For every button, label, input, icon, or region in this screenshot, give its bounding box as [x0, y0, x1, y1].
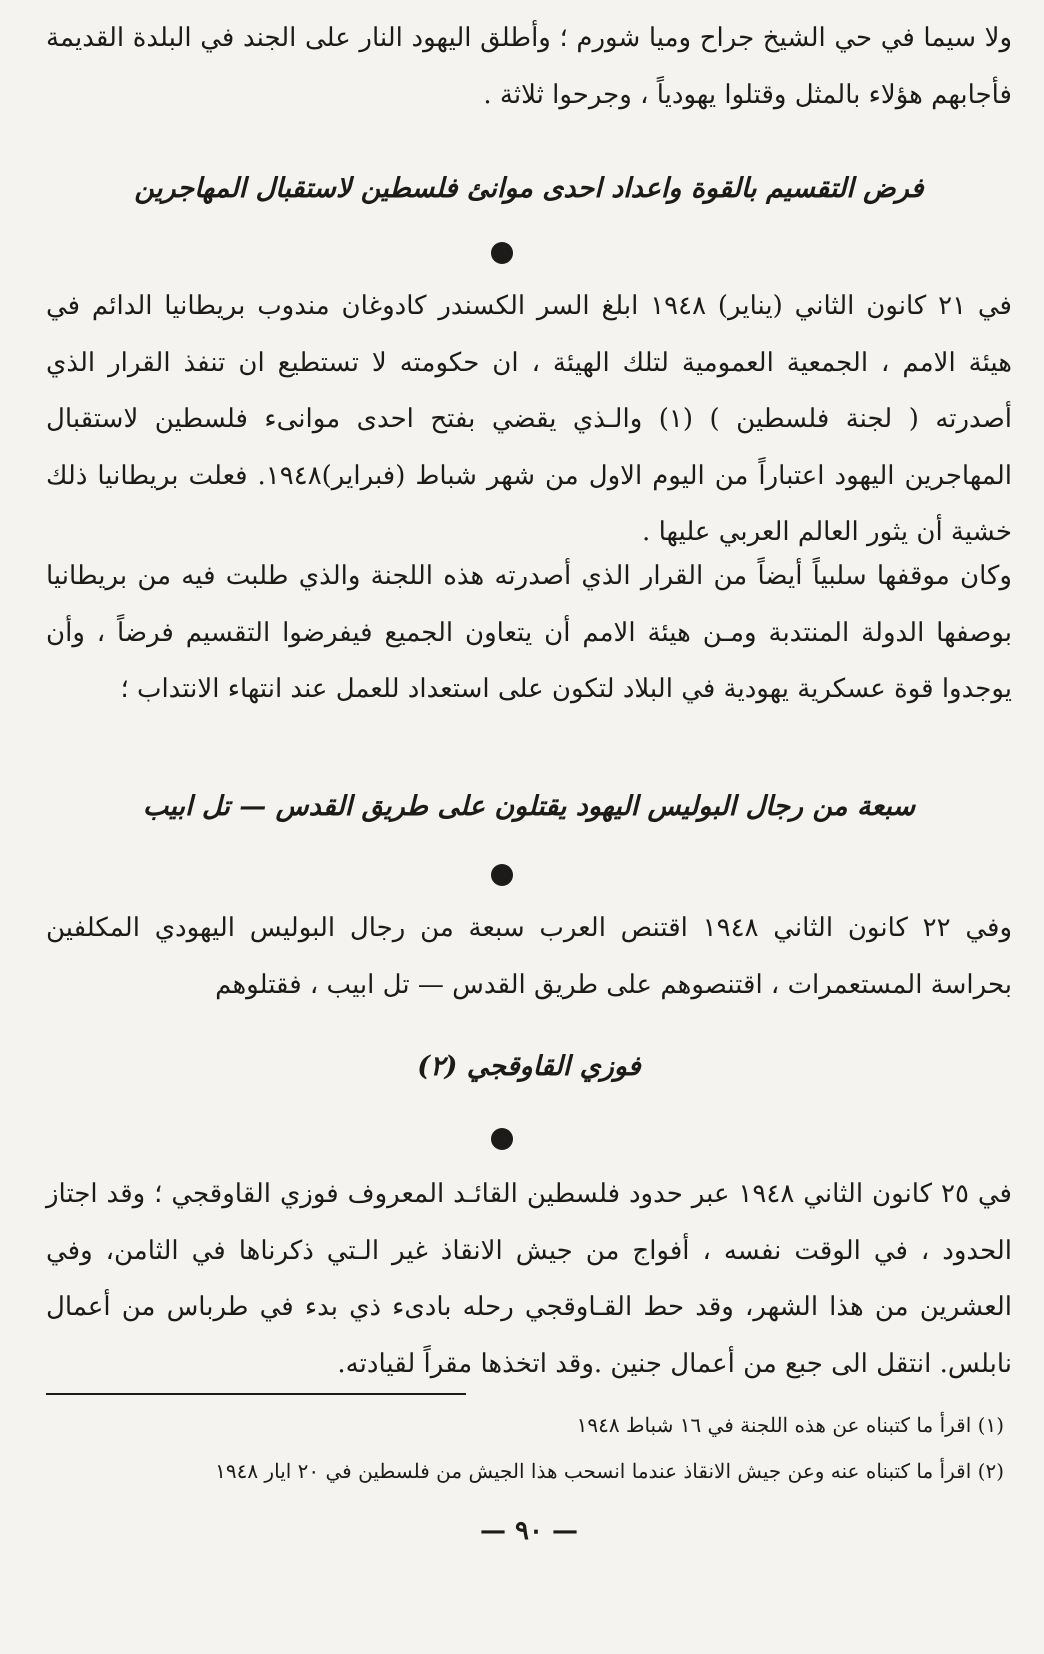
- section-bullet-icon: [491, 1128, 513, 1150]
- book-page: [46, 10, 1012, 1640]
- section-bullet-icon: [491, 242, 513, 264]
- paragraph-police-killed: وفي ٢٢ كانون الثاني ١٩٤٨ اقتنص العرب سبعة من رجال البوليس اليهودي المكلفين بحراسة المستعمرات ، اقتنصوهم على طريق القدس — تل ابيب ، فقتلوهم: [46, 913, 1013, 1000]
- section-bullet-icon: [491, 864, 513, 886]
- page-number: — ٩٠ —: [479, 1516, 579, 1546]
- section-heading-police: سبعة من رجال البوليس اليهود يقتلون على طريق القدس — تل ابيب: [142, 791, 916, 822]
- intro-paragraph: ولا سيما في حي الشيخ جراح وميا شورم ؛ وأطلق اليهود النار على الجند في البلدة القديمة فأجابهم هؤلاء بالمثل وقتلوا يهودياً ، وجرحوا ثلاثة .: [46, 23, 1012, 110]
- paragraph-un-decision: وكان موقفها سلبياً أيضاً من القرار الذي أصدرته هذه اللجنة والذي طلبت فيه من بريطانيا بوصفها الدولة المنتدبة ومـن هيئة الامم أن يتعاون الجميع فيفرضوا التقسيم فرضاً ، وأن يوجدوا قوة عسكرية يهودية في البلاد لتكون على استعداد للعمل عند انتهاء الانتداب ؛: [46, 561, 1012, 704]
- footnote-separator: [46, 1393, 466, 1395]
- footnote-1: (١) اقرأ ما كتبناه عن هذه اللجنة في ١٦ شباط ١٩٤٨: [576, 1413, 1004, 1437]
- section-heading-partition: فرض التقسيم بالقوة واعداد احدى موانئ فلسطين لاستقبال المهاجرين: [134, 173, 924, 204]
- section-heading-qawuqji: فوزي القاوقجي (٢): [417, 1051, 641, 1082]
- footnote-2: (٢) اقرأ ما كتبناه عنه وعن جيش الانقاذ عندما انسحب هذا الجيش من فلسطين في ٢٠ ايار ١٩٤٨: [215, 1459, 1004, 1483]
- paragraph-qawuqji: في ٢٥ كانون الثاني ١٩٤٨ عبر حدود فلسطين القائـد المعروف فوزي القاوقجي ؛ وقد اجتاز الحدود ، في الوقت نفسه ، أفواج من جيش الانقاذ غير الـتي ذكرناها في الثامن، وفي العشرين من هذا الشهر، وقد حط القـاوقجي رحله بادىء ذي بدء في طرباس من أعمال نابلس. انتقل الى جبع من أعمال جنين .وقد اتخذها مقراً لقيادته.: [46, 1179, 1012, 1379]
- paragraph-cadogan: في ٢١ كانون الثاني (يناير) ١٩٤٨ ابلغ السر الكسندر كادوغان مندوب بريطانيا الدائم في هيئة الامم ، الجمعية العمومية لتلك الهيئة ، ان حكومته لا تستطيع ان تنفذ القرار الذي أصدرته ( لجنة فلسطين ) (١) والـذي يقضي بفتح احدى موانىء فلسطين لاستقبال المهاجرين اليهود اعتباراً من اليوم الاول من شهر شباط (فبراير)١٩٤٨. فعلت بريطانيا ذلك خشية أن يثور العالم العربي عليها .: [46, 291, 1012, 547]
